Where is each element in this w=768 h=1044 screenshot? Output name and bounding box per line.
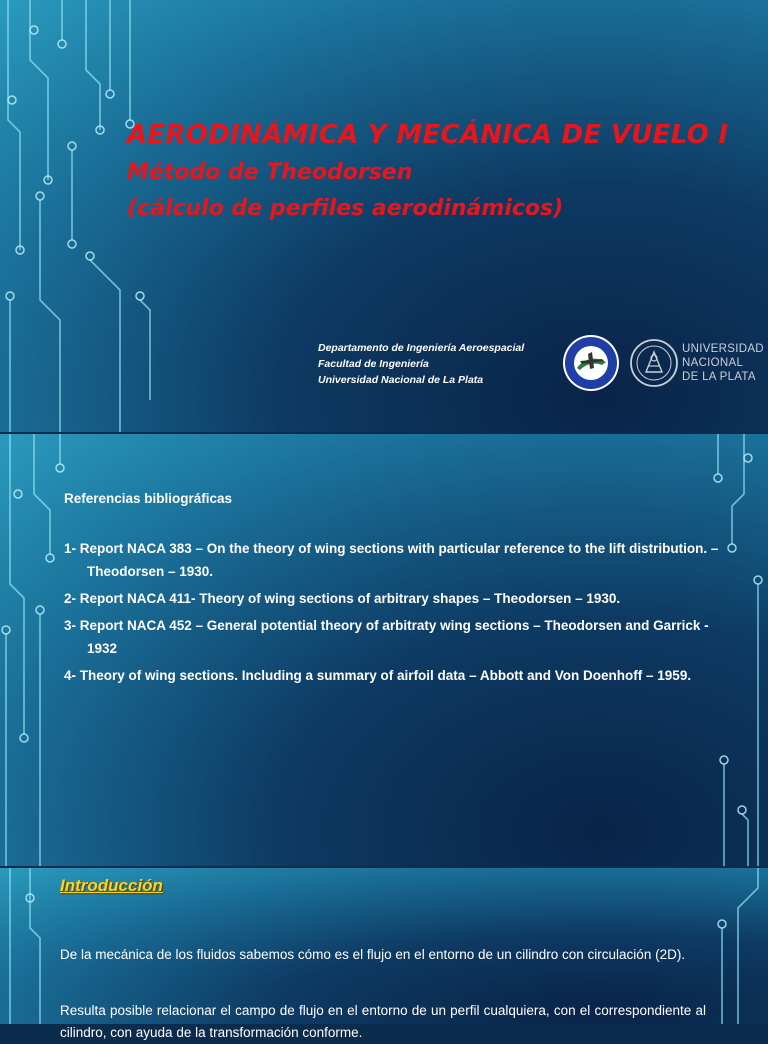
references-list [64,537,724,691]
department-logo-icon [562,334,620,392]
references-heading: Referencias bibliográficas [64,491,233,506]
faculty-line: Facultad de Ingeniería [318,358,429,370]
presentation-subtitle-2: (cálculo de perfiles aerodinámicos) [127,196,564,221]
department-info [318,340,524,388]
university-logo-text [682,342,764,384]
slide-title [0,0,768,432]
presentation-subtitle: Método de Theodorsen [127,160,413,185]
unlp-text-line: DE LA PLATA [682,371,756,383]
university-seal-icon [630,334,678,392]
slide-references [0,434,768,866]
circuit-decoration-left [0,868,60,1024]
reference-item: 1- Report NACA 383 – On the theory of wing sections with particular reference to the lift distribution. – Theodorsen – 1930. [64,541,719,579]
reference-item: 2- Report NACA 411- Theory of wing sections of arbitrary shapes – Theodorsen – 1930. [64,591,621,606]
department-line: Departamento de Ingeniería Aeroespacial [318,342,525,354]
reference-item: 4- Theory of wing sections. Including a summary of airfoil data – Abbott and Von Doenhoff – 1959. [64,668,692,683]
university-line: Universidad Nacional de La Plata [318,374,484,386]
introduction-heading: Introducción [60,876,163,895]
reference-item: 3- Report NACA 452 – General potential theory of arbitraty wing sections – Theodorsen and Garrick - 1932 [64,618,709,656]
unlp-text-line: UNIVERSIDAD [682,343,764,355]
presentation-title: AERODINÁMICA Y MECÁNICA DE VUELO I [127,120,729,150]
introduction-paragraph: Resulta posible relacionar el campo de flujo en el entorno de un perfil cualquiera, con el correspondiente al cilindro, con ayuda de la transformación conforme. [60,1002,706,1040]
slide-introduction [0,868,768,1040]
introduction-paragraph: De la mecánica de los fluidos sabemos cómo es el flujo en el entorno de un cilindro con circulación (2D). [60,946,686,962]
circuit-decoration-right [708,868,768,1024]
unlp-text-line: NACIONAL [682,357,744,369]
